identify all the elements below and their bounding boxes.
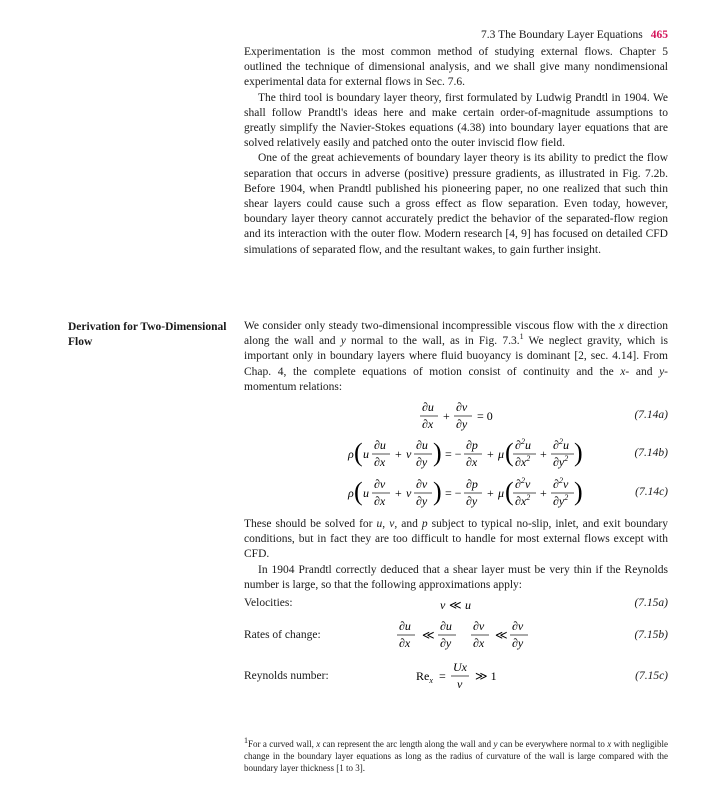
svg-text:∂y: ∂y — [440, 636, 452, 650]
footnote-mark: 1 — [244, 736, 248, 745]
svg-text:∂y2: $\partial y^2$ — [553, 493, 569, 508]
svg-text:+: + — [487, 486, 494, 500]
svg-text:∂y: ∂y — [456, 417, 468, 431]
svg-text:∂x: ∂x — [399, 636, 411, 650]
svg-text:u: u — [363, 486, 369, 500]
svg-text:∂y: ∂y — [512, 636, 524, 650]
svg-text:∂v: ∂v — [416, 477, 428, 491]
svg-text:∂x: ∂x — [422, 417, 434, 431]
eq-number-7-15b: (7.15b) — [634, 629, 668, 641]
paragraph-experimentation: Experimentation is the most common method of studying external flows. Chapter 5 outlined the technique of dimensional analysis, and we shall give many nondimensional experimental data for external flows in Sec. 7.6. — [244, 46, 668, 89]
svg-text:∂v: ∂v — [512, 619, 524, 633]
svg-text:∂x: ∂x — [466, 455, 478, 469]
svg-text:∂y: ∂y — [466, 494, 478, 508]
svg-text:=: = — [439, 669, 446, 683]
svg-text:): ) — [574, 438, 583, 467]
eq-number-7-15c: (7.15c) — [635, 670, 668, 682]
svg-text:∂y: ∂y — [416, 494, 428, 508]
svg-text:+: + — [395, 486, 402, 500]
svg-text:): ) — [433, 477, 442, 506]
svg-text:Ux: Ux — [453, 660, 467, 674]
svg-text:ν: ν — [457, 677, 463, 691]
paragraph-flow-separation: One of the great achievements of boundary layer theory is its ability to predict the flow separation that occurs in adverse (positive) pressure gradients, as illustrated in Fig. 7.2b. Before 1904, when Prandtl published his pioneering paper, no one realized that such thin shear layers could cause such a gross effect as flow separation. Even today, however, boundary layer theory cannot accurately predict the behavior of the separated-flow region and its interaction with the outer flow. Modern research [4, 9] has focused on detailed CFD simulations of separated flow, and the resultant wakes, to gain further insight. — [244, 152, 668, 256]
svg-text:∂2u: ∂$^2$u — [553, 437, 569, 452]
side-heading: Derivation for Two-Dimensional Flow — [68, 321, 227, 348]
svg-text:∂x2: $\partial x^2$ — [515, 493, 531, 508]
footnote-ref: 1 — [519, 332, 524, 342]
svg-text:= −: = − — [445, 447, 462, 461]
svg-text:≪: ≪ — [495, 628, 508, 642]
reynolds-approximation — [244, 657, 584, 697]
equation-7-15b — [244, 616, 668, 656]
eq-number-7-14b: (7.14b) — [634, 447, 668, 459]
svg-text:∂x: ∂x — [473, 636, 485, 650]
svg-text:∂x: ∂x — [374, 494, 386, 508]
svg-text:(: ( — [505, 477, 514, 506]
svg-text:+: + — [443, 409, 450, 423]
svg-text:∂p: ∂p — [466, 477, 478, 491]
svg-text:∂v: ∂v — [456, 400, 468, 414]
svg-text:): ) — [433, 438, 442, 467]
intro-text — [244, 45, 668, 258]
svg-text:Rex: $Re_x$ — [416, 669, 433, 685]
svg-text:∂u: ∂u — [440, 619, 452, 633]
svg-text:u: u — [363, 447, 369, 461]
svg-text:v: v — [406, 486, 412, 500]
paragraph-boundary-layer-theory: The third tool is boundary layer theory, first formulated by Ludwig Prandtl in 1904. We shall follow Prandtl's ideas here and make certain order-of-magnitude assumptions to greatly simplify the Navier-Stokes equations (4.38) into boundary layer equations that are solved relatively easily and patched onto the outer inviscid flow field. — [244, 91, 668, 150]
svg-text:= 0: = 0 — [477, 409, 493, 423]
svg-text:∂x: ∂x — [374, 455, 386, 469]
svg-text:∂u: ∂u — [422, 400, 434, 414]
svg-text:∂v: ∂v — [473, 619, 485, 633]
svg-text:∂u: ∂u — [374, 438, 386, 452]
svg-text:+: + — [487, 447, 494, 461]
velocity-approximation — [244, 594, 584, 618]
svg-text:∂v: ∂v — [374, 477, 386, 491]
y-momentum-equation — [244, 474, 584, 514]
svg-text:∂x2: $\partial x^2$ — [515, 454, 531, 469]
svg-text:u: u — [465, 598, 471, 612]
footnote: $^1$For a curved wall, x can represent the arc length along the wall and y can be everywhere normal to x with negligible change in the boundary layer equations as long as the radius of curvature of the wall is large compared with the boundary layer thickness [1 to 3]. — [244, 736, 668, 773]
x-momentum-equation — [244, 435, 584, 475]
svg-text:≫ 1: ≫ 1 — [475, 669, 497, 683]
svg-text:≪: ≪ — [449, 598, 462, 612]
equation-7-14c — [244, 474, 668, 514]
svg-text:(: ( — [505, 438, 514, 467]
paragraph-solve: These should be solved for u, v, and p subject to typical no-slip, inlet, and exit boundary conditions, but in fact they are too difficult to handle for most external flows except with CFD. — [244, 518, 669, 561]
svg-text:≪: ≪ — [422, 628, 435, 642]
svg-text:ρ: ρ — [348, 486, 354, 500]
paragraph-prandtl-1904: In 1904 Prandtl correctly deduced that a shear layer must be very thin if the Reynolds number is large, so that the following approximations apply: — [244, 563, 668, 591]
svg-text:+: + — [540, 447, 547, 461]
equation-7-15c — [244, 657, 668, 697]
svg-text:+: + — [540, 486, 547, 500]
label-reynolds-number: Reynolds number: — [244, 670, 329, 682]
section-title: 7.3 The Boundary Layer Equations — [481, 29, 643, 41]
label-rates-of-change: Rates of change: — [244, 629, 321, 641]
svg-text:v: v — [406, 447, 412, 461]
eq-number-7-14a: (7.14a) — [634, 409, 668, 421]
equation-7-14b — [244, 435, 668, 475]
svg-text:): ) — [574, 477, 583, 506]
svg-text:∂2v: ∂$^2$v — [515, 476, 531, 491]
svg-text:∂2v: ∂$^2$v — [553, 476, 569, 491]
derivation-intro: We consider only steady two-dimensional incompressible viscous flow with the x direction along the wall and y normal to the wall, as in Fig. 7.3.$^1$ We neglect gravity, which is important only in boundary layers where fluid buoyancy is dominant [2, sec. 4.14]. From Chap. 4, the complete equations of motion consist of continuity and the x- and y-momentum relations: — [244, 320, 669, 393]
svg-text:(: ( — [354, 477, 363, 506]
svg-text:∂p: ∂p — [466, 438, 478, 452]
svg-text:= −: = − — [445, 486, 462, 500]
svg-text:μ: μ — [498, 447, 505, 461]
page-number: 465 — [650, 29, 668, 41]
eq-number-7-14c: (7.14c) — [635, 486, 668, 498]
svg-text:μ: μ — [498, 486, 505, 500]
text-after-equations — [244, 517, 668, 593]
continuity-equation — [244, 397, 584, 437]
svg-text:+: + — [395, 447, 402, 461]
label-velocities: Velocities: — [244, 597, 293, 609]
svg-text:∂u: ∂u — [399, 619, 411, 633]
equation-7-14a — [244, 397, 668, 437]
svg-text:ρ: ρ — [348, 447, 354, 461]
svg-text:∂2u: ∂$^2$u — [515, 437, 531, 452]
svg-text:∂y: ∂y — [416, 455, 428, 469]
svg-text:(: ( — [354, 438, 363, 467]
running-header — [244, 29, 668, 41]
eq-number-7-15a: (7.15a) — [634, 597, 668, 609]
svg-text:∂u: ∂u — [416, 438, 428, 452]
svg-text:v: v — [440, 598, 446, 612]
rates-approximation — [244, 616, 584, 656]
svg-text:∂y2: $\partial y^2$ — [553, 454, 569, 469]
